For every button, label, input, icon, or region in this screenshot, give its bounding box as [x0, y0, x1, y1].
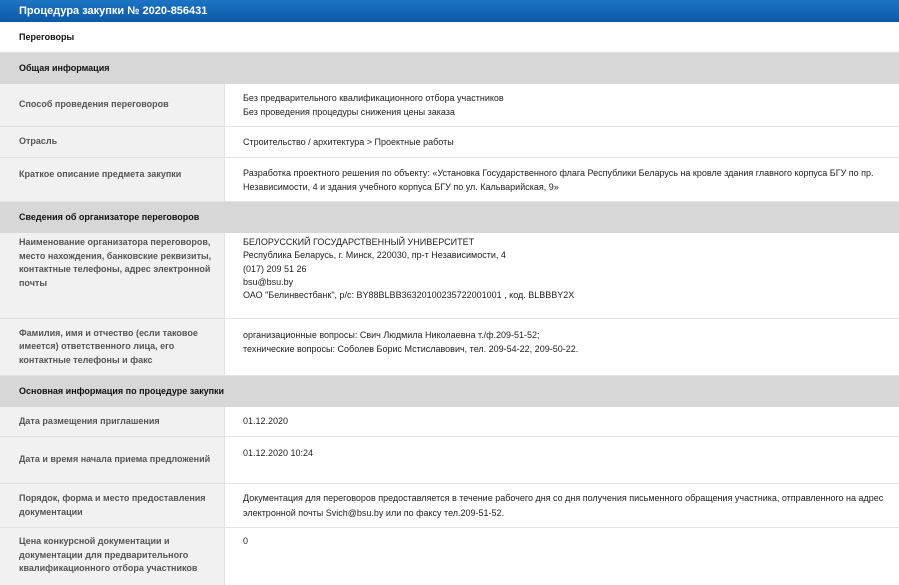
section-main-info: Основная информация по процедуре закупки: [0, 376, 899, 407]
row-industry: [0, 127, 899, 158]
page-header: [0, 0, 899, 22]
row-contact-value: организационные вопросы: Свич Людмила Николаевна т./ф.209-51-52; технические вопросы: Соболев Борис Мстиславович, тел. 209-54-22, 209-50-22.: [243, 330, 579, 355]
row-posted-date: [0, 407, 899, 437]
row-doc-price-label: Цена конкурсной документации и документации для предварительного квалификационного отбора участников: [0, 528, 225, 585]
row-start-date-label: Дата и время начала приема предложений: [0, 437, 225, 483]
procedure-type: Переговоры: [0, 22, 899, 53]
row-method: [0, 84, 899, 127]
row-docs-label: Порядок, форма и место предоставления документации: [0, 484, 225, 527]
row-contact: [0, 319, 899, 376]
row-organizer: [0, 233, 899, 319]
row-organizer-value: БЕЛОРУССКИЙ ГОСУДАРСТВЕННЫЙ УНИВЕРСИТЕТ Республика Беларусь, г. Минск, 220030, пр-т Независимости, 4 (017) 209 51 26 bsu@bsu.by ОАО "Белинвестбанк", р/с: BY88BLBB36320100235722001001 , код. BLBBBY2X: [243, 237, 575, 301]
row-description: [0, 158, 899, 202]
row-organizer-label: Наименование организатора переговоров, место нахождения, банковские реквизиты, контактные телефоны, адрес электронной почты: [0, 233, 225, 318]
row-posted-date-value: 01.12.2020: [243, 416, 289, 427]
row-method-label: Способ проведения переговоров: [0, 84, 225, 126]
section-general-info: Общая информация: [0, 53, 899, 84]
row-start-date-value: 01.12.2020 10:24: [243, 448, 314, 458]
row-contact-label: Фамилия, имя и отчество (если таковое имеется) ответственного лица, его контактные телефоны и факс: [0, 319, 225, 375]
row-industry-value: Строительство / архитектура > Проектные работы: [243, 136, 454, 147]
row-doc-price: [0, 528, 899, 585]
row-description-label: Краткое описание предмета закупки: [0, 158, 225, 201]
row-docs-value: Документация для переговоров предоставляется в течение рабочего дня со дня получения письменного обращения участника, отправленного на адрес электронной почты Svich@bsu.by или по факсу тел.209-51-52.: [243, 493, 884, 518]
row-docs: [0, 484, 899, 528]
row-description-value: Разработка проектного решения по объекту: «Установка Государственного флага Республики Беларусь на кровле здания главного корпуса БГУ по пр. Независимости, 4 и здания учебного корпуса БГУ по ул. Кальварийская, 9»: [243, 168, 874, 193]
section-organizer-info: Сведения об организаторе переговоров: [0, 202, 899, 233]
page-title: Процедура закупки № 2020-856431: [19, 5, 208, 17]
row-industry-label: Отрасль: [0, 127, 225, 157]
row-posted-date-label: Дата размещения приглашения: [0, 407, 225, 436]
row-method-value: Без предварительного квалификационного отбора участников Без проведения процедуры снижения цены заказа: [243, 92, 504, 117]
row-doc-price-value: 0: [243, 536, 249, 546]
row-start-date: [0, 437, 899, 484]
